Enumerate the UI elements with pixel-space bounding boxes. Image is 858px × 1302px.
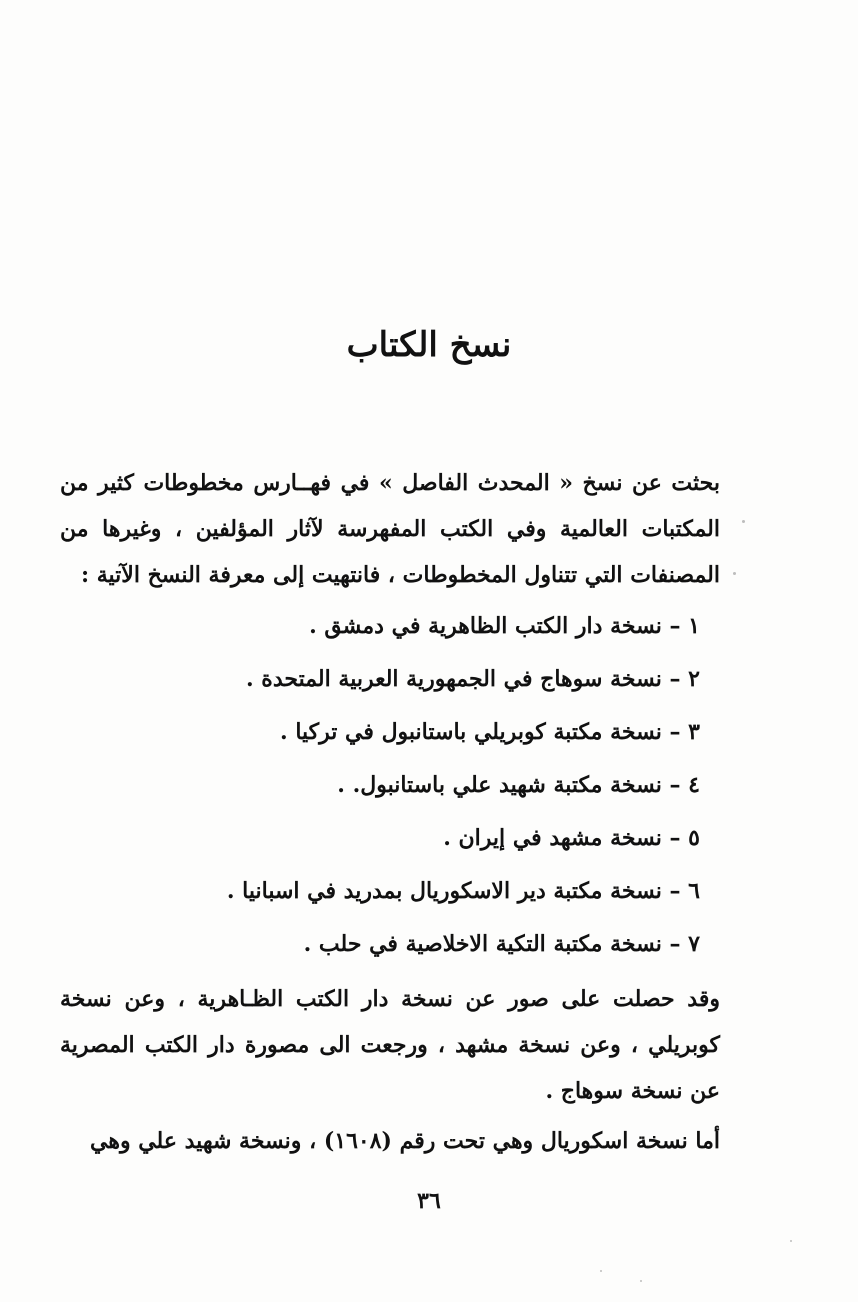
list-item: ٧ – نسخة مكتبة التكية الاخلاصية في حلب . <box>303 931 700 957</box>
obtained-copies-paragraph: وقد حصلت على صور عن نسخة دار الكتب الظـاهرية ، وعن نسخة كوبريلي ، وعن نسخة مشهد ، ورجعت الى مصورة دار الكتب المصرية عن نسخة سوهاج . <box>60 986 720 1104</box>
intro-paragraph: بحثت عن نسخ « المحدث الفاصل » في فهــارس مخطوطات كثير من المكتبات العالمية وفي الكتب المفهرسة لآثار المؤلفين ، وغيرها من المصنفات التي تتناول المخطوطات ، فانتهيت إلى معرفة النسخ الآتية : <box>60 470 720 588</box>
copies-list <box>60 606 700 977</box>
page-number: ٣٦ <box>417 1188 441 1214</box>
list-item: ٤ – نسخة مكتبة شهيد علي باستانبول. . <box>337 772 700 798</box>
list-item: ١ – نسخة دار الكتب الظاهرية في دمشق . <box>309 613 700 639</box>
list-item: ٢ – نسخة سوهاج في الجمهورية العربية المتحدة . <box>245 666 700 692</box>
scan-speck <box>640 1280 642 1282</box>
scan-speck <box>790 1240 792 1242</box>
list-item: ٦ – نسخة مكتبة دير الاسكوريال بمدريد في اسبانيا . <box>226 878 700 904</box>
scan-speck <box>742 520 745 523</box>
remaining-copies-paragraph: أما نسخة اسكوريال وهي تحت رقم (١٦٠٨) ، ونسخة شهيد علي وهي <box>90 1128 720 1154</box>
list-item: ٥ – نسخة مشهد في إيران . <box>443 825 700 851</box>
scan-speck <box>733 572 736 575</box>
list-item: ٣ – نسخة مكتبة كوبريلي باستانبول في تركيا . <box>280 719 700 745</box>
chapter-title: نسخ الكتاب <box>346 325 512 365</box>
scan-speck <box>600 1270 602 1272</box>
